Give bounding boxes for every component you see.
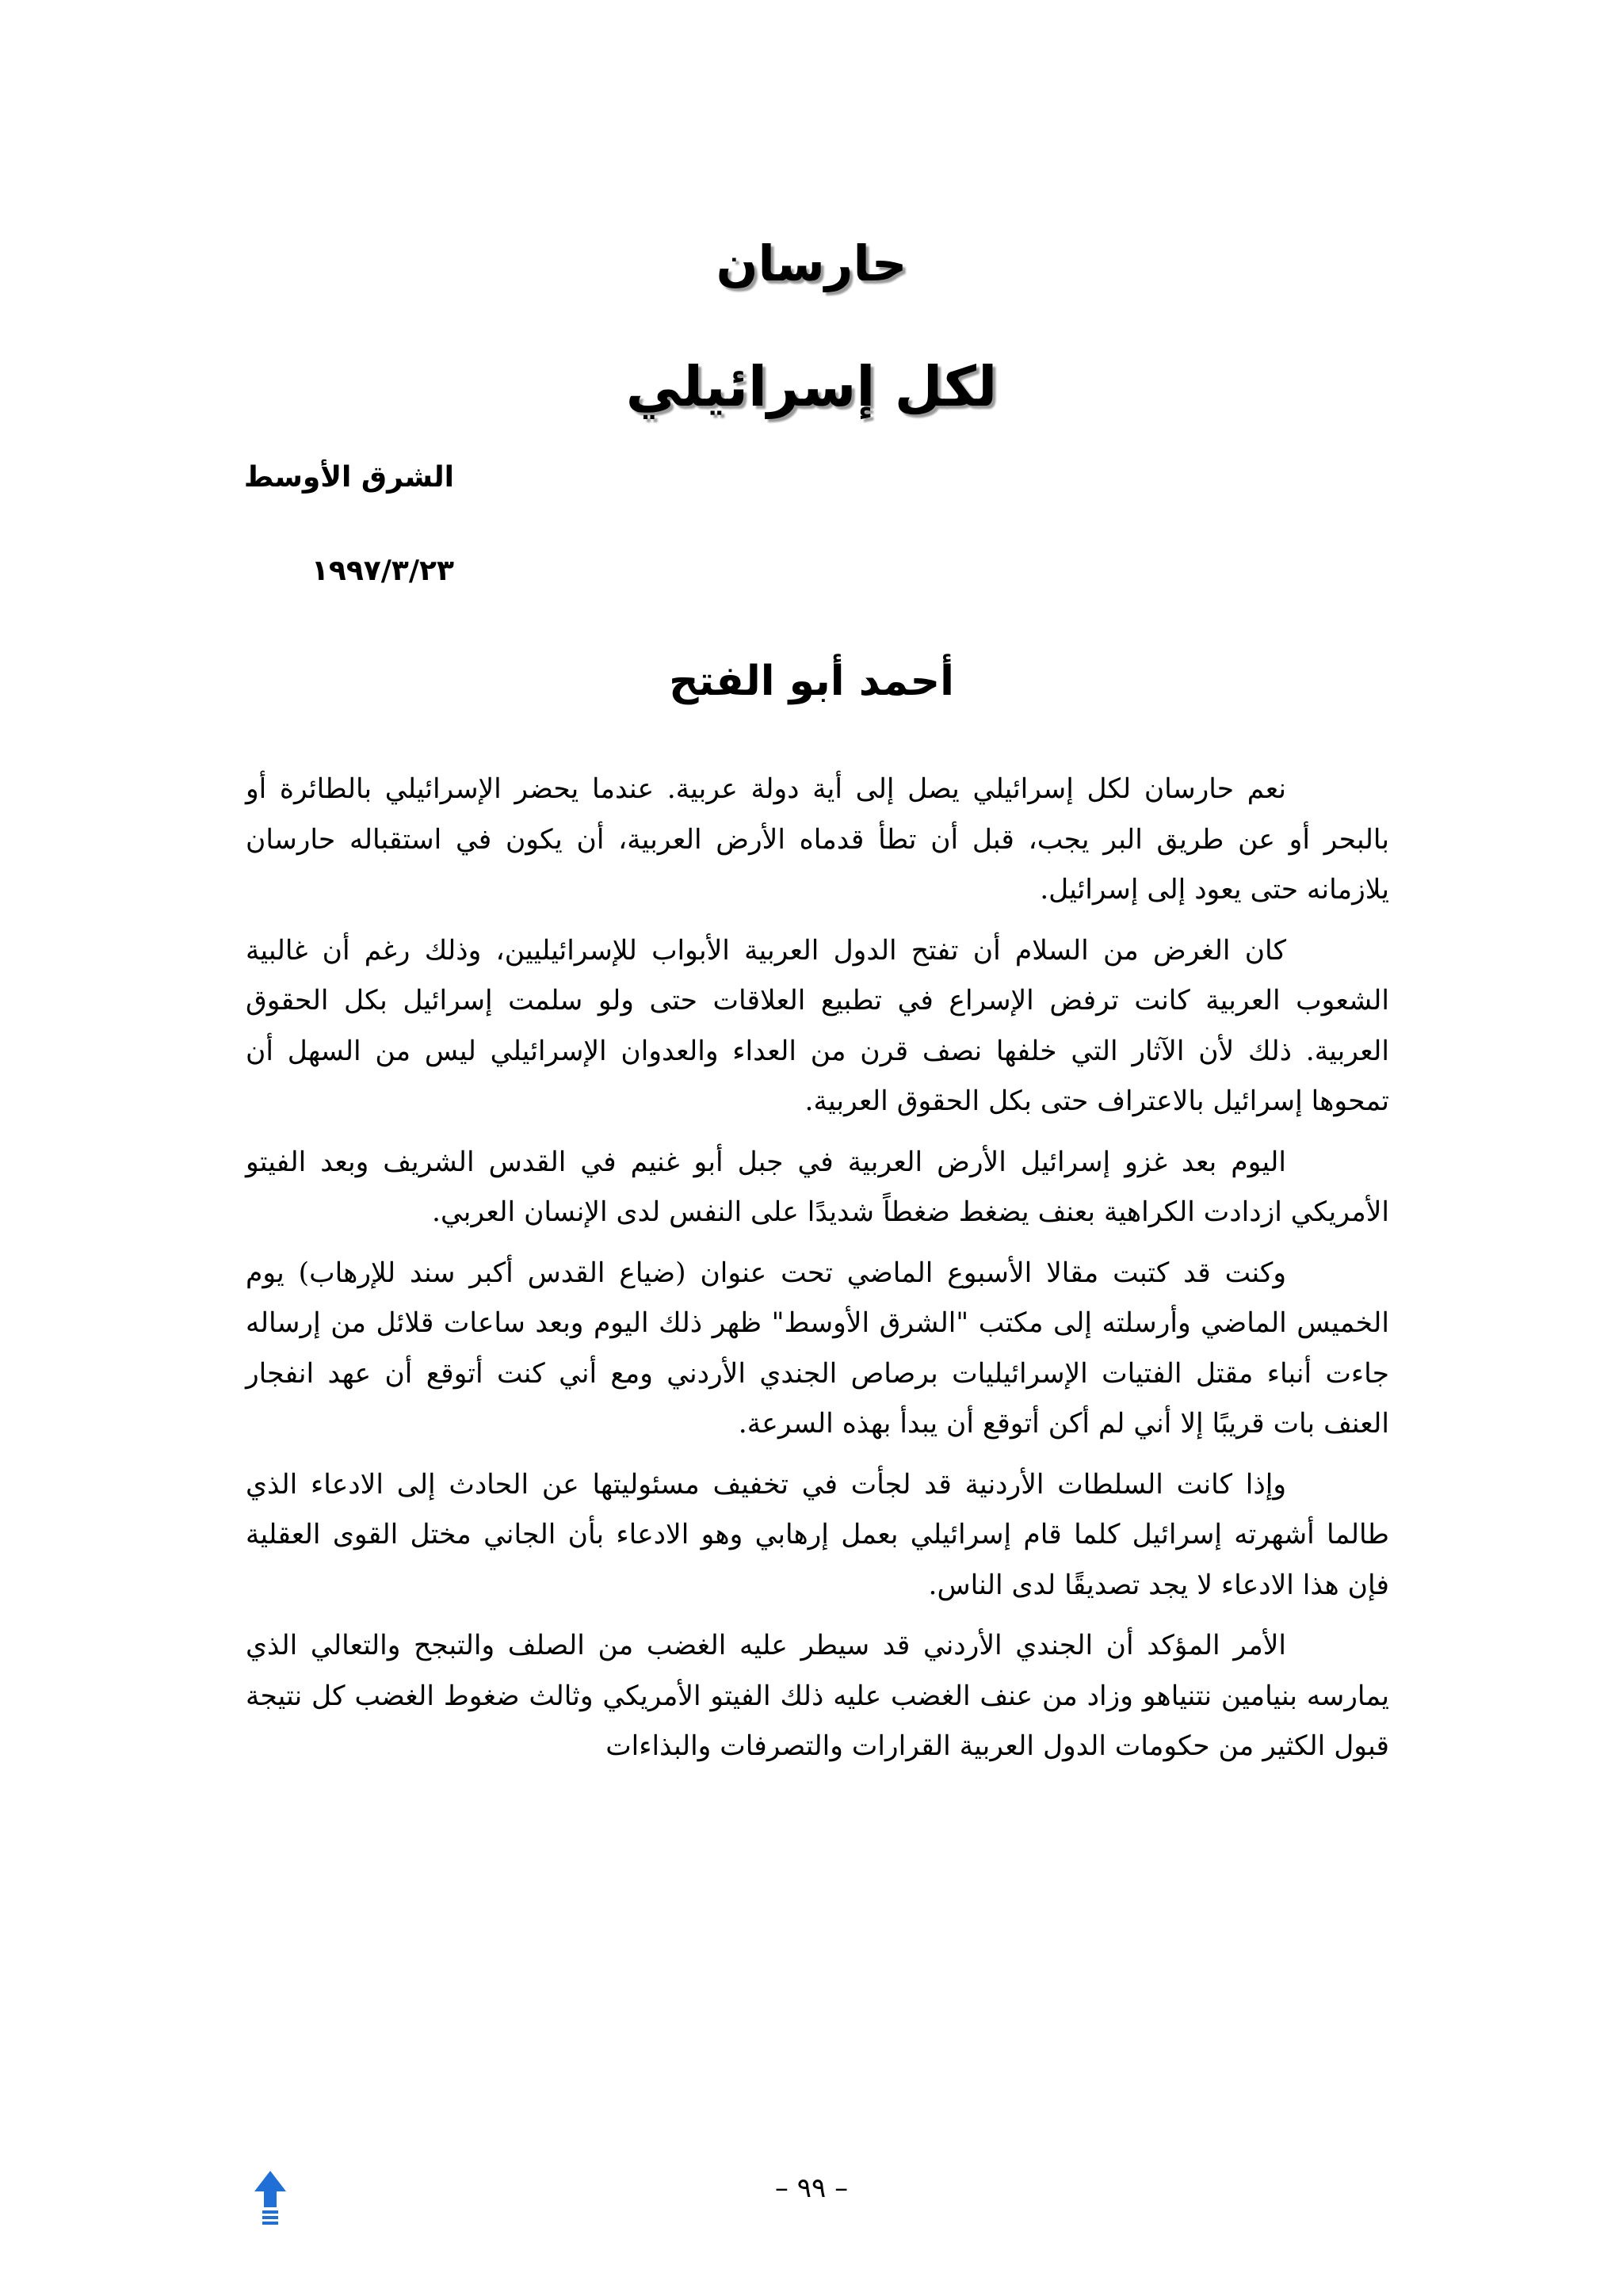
paragraph: وإذا كانت السلطات الأردنية قد لجأت في تخفيف مسئوليتها عن الحادث إلى الادعاء الذي طالما أشهرته إسرائيل كلما قام إسرائيلي بعمل إرهابي وهو الادعاء بأن الجاني مختل القوى العقلية فإن هذا الادعاء لا يجد تصديقًا لدى الناس. <box>246 1468 1389 1601</box>
page-number: – ٩٩ – <box>774 2172 849 2204</box>
paragraph: نعم حارسان لكل إسرائيلي يصل إلى أية دولة عربية. عندما يحضر الإسرائيلي بالطائرة أو بالبحر أو عن طريق البر يجب، قبل أن تطأ قدماه الأرض العربية، أن يكون في استقباله حارسان يلازمانه حتى يعود إلى إسرائيل. <box>246 773 1389 906</box>
publication-date: ١٩٩٧/٣/٢٣ <box>311 555 454 587</box>
paragraph: اليوم بعد غزو إسرائيل الأرض العربية في جبل أبو غنيم في القدس الشريف وبعد الفيتو الأمريكي ازدادت الكراهية بعنف يضغط ضغطاً شديدًا على النفس لدى الإنسان العربي. <box>246 1146 1389 1228</box>
article-title-line-1: حارسان <box>716 235 907 292</box>
paragraph: كان الغرض من السلام أن تفتح الدول العربية الأبواب للإسرائيليين، وذلك رغم أن غالبية الشعوب العربية كانت ترفض الإسراع في تطبيع العلاقات حتى ولو سلمت إسرائيل بكل الحقوق العربية. ذلك لأن الآثار التي خلفها نصف قرن من العداء والعدوان الإسرائيلي ليس من السهل أن تمحوها إسرائيل بالاعتراف حتى بكل الحقوق العربية. <box>246 934 1389 1117</box>
article-body <box>246 765 1389 1783</box>
publication-source: الشرق الأوسط <box>243 461 454 494</box>
author-name: أحمد أبو الفتح <box>669 658 954 705</box>
paragraph: الأمر المؤكد أن الجندي الأردني قد سيطر عليه الغضب من الصلف والتبجح والتعالي الذي يمارسه بنيامين نتنياهو وزاد من عنف الغضب عليه ذلك الفيتو الأمريكي وثالث ضغوط الغضب كل نتيجة قبول الكثير من حكومات الدول العربية القرارات والتصرفات والبذاءات <box>246 1630 1389 1762</box>
paragraph: وكنت قد كتبت مقالا الأسبوع الماضي تحت عنوان (ضياع القدس أكبر سند للإرهاب) يوم الخميس الماضي وأرسلته إلى مكتب "الشرق الأوسط" ظهر ذلك اليوم وبعد ساعات قلائل من إرساله جاءت أنباء مقتل الفتيات الإسرائيليات برصاص الجندي الأردني ومع أني كنت أتوقع أن عهد انفجار العنف بات قريبًا إلا أني لم أكن أتوقع أن يبدأ بهذه السرعة. <box>246 1257 1389 1440</box>
article-title-line-2: لكل إسرائيلي <box>625 354 998 419</box>
